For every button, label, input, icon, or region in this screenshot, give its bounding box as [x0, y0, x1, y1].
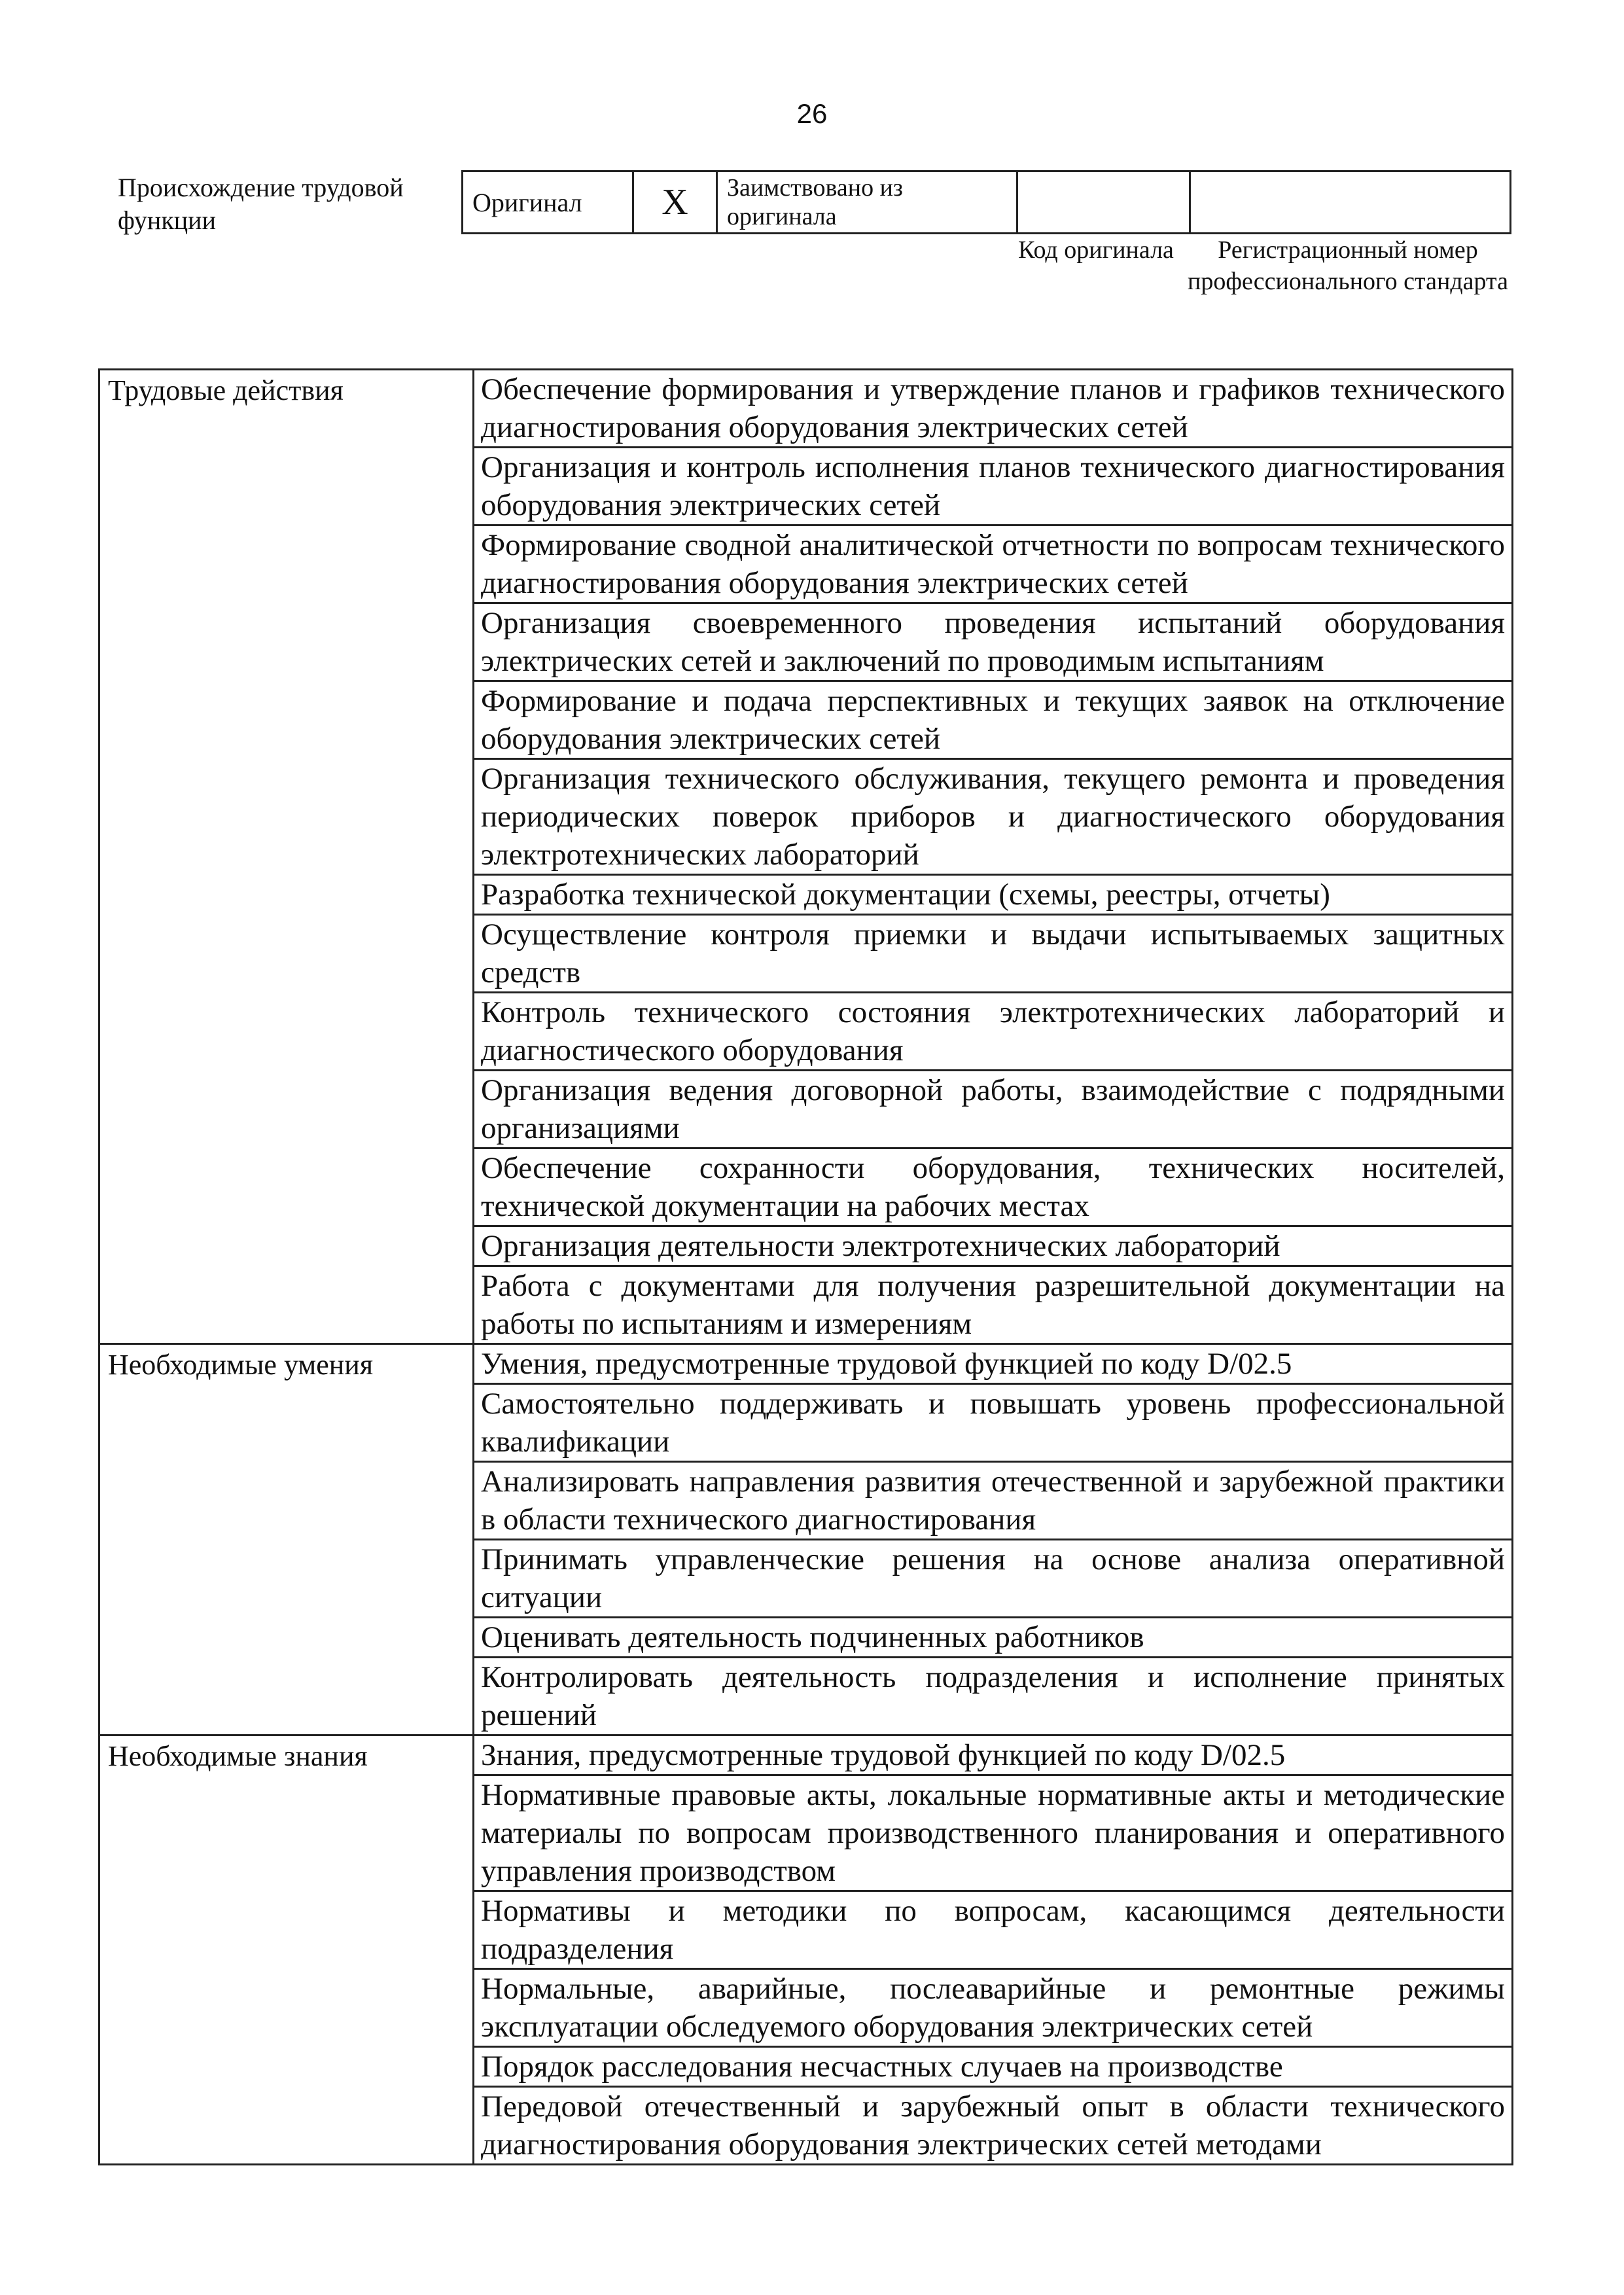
section-item: Оценивать деятельность подчиненных работников [474, 1618, 1513, 1658]
section-item: Организация ведения договорной работы, взаимодействие с подрядными организациями [474, 1071, 1513, 1148]
section-item: Осуществление контроля приемки и выдачи испытываемых защитных средств [474, 915, 1513, 993]
code-caption: Код оригинала [1018, 236, 1174, 264]
reg-number-cell [1190, 171, 1511, 234]
section-item: Самостоятельно поддерживать и повышать уровень профессиональной квалификации [474, 1384, 1513, 1462]
section-item: Формирование сводной аналитической отчетности по вопросам технического диагностирования оборудования электрических сетей [474, 525, 1513, 603]
section-item: Разработка технической документации (схемы, реестры, отчеты) [474, 875, 1513, 915]
table-row [99, 1735, 1513, 1775]
section-item: Принимать управленческие решения на основе анализа оперативной ситуации [474, 1540, 1513, 1618]
section-item: Работа с документами для получения разрешительной документации на работы по испытаниям и измерениям [474, 1266, 1513, 1344]
section-item: Организация деятельности электротехнических лабораторий [474, 1226, 1513, 1266]
borrowed-cell: Заимствовано из оригинала [717, 171, 1017, 234]
section-item: Контроль технического состояния электротехнических лабораторий и диагностического оборудования [474, 993, 1513, 1071]
table-row [99, 370, 1513, 448]
original-cell: Оригинал [463, 171, 633, 234]
section-item: Передовой отечественный и зарубежный опыт в области технического диагностирования оборудования электрических сетей методами [474, 2087, 1513, 2165]
section-item: Обеспечение сохранности оборудования, технических носителей, технической документации на рабочих местах [474, 1148, 1513, 1226]
function-table [98, 368, 1513, 2165]
section-item: Нормальные, аварийные, послеаварийные и ремонтные режимы эксплуатации обследуемого оборудования электрических сетей [474, 1969, 1513, 2047]
section-item: Организация технического обслуживания, текущего ремонта и проведения периодических поверок приборов и диагностического оборудования электротехнических лабораторий [474, 759, 1513, 875]
code-cell [1017, 171, 1190, 234]
section-item: Анализировать направления развития отечественной и зарубежной практики в области технического диагностирования [474, 1462, 1513, 1540]
section-item: Организация своевременного проведения испытаний оборудования электрических сетей и заключений по проводимым испытаниям [474, 603, 1513, 681]
reg-caption: Регистрационный номер профессионального стандарта [1188, 236, 1508, 295]
section-item: Формирование и подача перспективных и текущих заявок на отключение оборудования электрических сетей [474, 681, 1513, 759]
original-mark: X [633, 171, 717, 234]
section-item: Нормативы и методики по вопросам, касающимся деятельности подразделения [474, 1891, 1513, 1969]
section-item: Порядок расследования несчастных случаев на производстве [474, 2047, 1513, 2087]
section-item: Контролировать деятельность подразделения и исполнение принятых решений [474, 1658, 1513, 1735]
section-item: Нормативные правовые акты, локальные нормативные акты и методические материалы по вопросам производственного планирования и оперативного управления производством [474, 1775, 1513, 1891]
origin-label: Происхождение трудовой функции [118, 173, 404, 235]
origin-table [461, 170, 1511, 234]
section-title: Необходимые знания [99, 1735, 474, 2165]
section-item: Обеспечение формирования и утверждение планов и графиков технического диагностирования оборудования электрических сетей [474, 370, 1513, 448]
section-item: Знания, предусмотренные трудовой функцией по коду D/02.5 [474, 1735, 1513, 1775]
section-title: Необходимые умения [99, 1344, 474, 1735]
page-number: 26 [796, 98, 828, 129]
section-item: Организация и контроль исполнения планов технического диагностирования оборудования электрических сетей [474, 448, 1513, 525]
table-row [99, 1344, 1513, 1384]
section-title: Трудовые действия [99, 370, 474, 1344]
section-item: Умения, предусмотренные трудовой функцией по коду D/02.5 [474, 1344, 1513, 1384]
